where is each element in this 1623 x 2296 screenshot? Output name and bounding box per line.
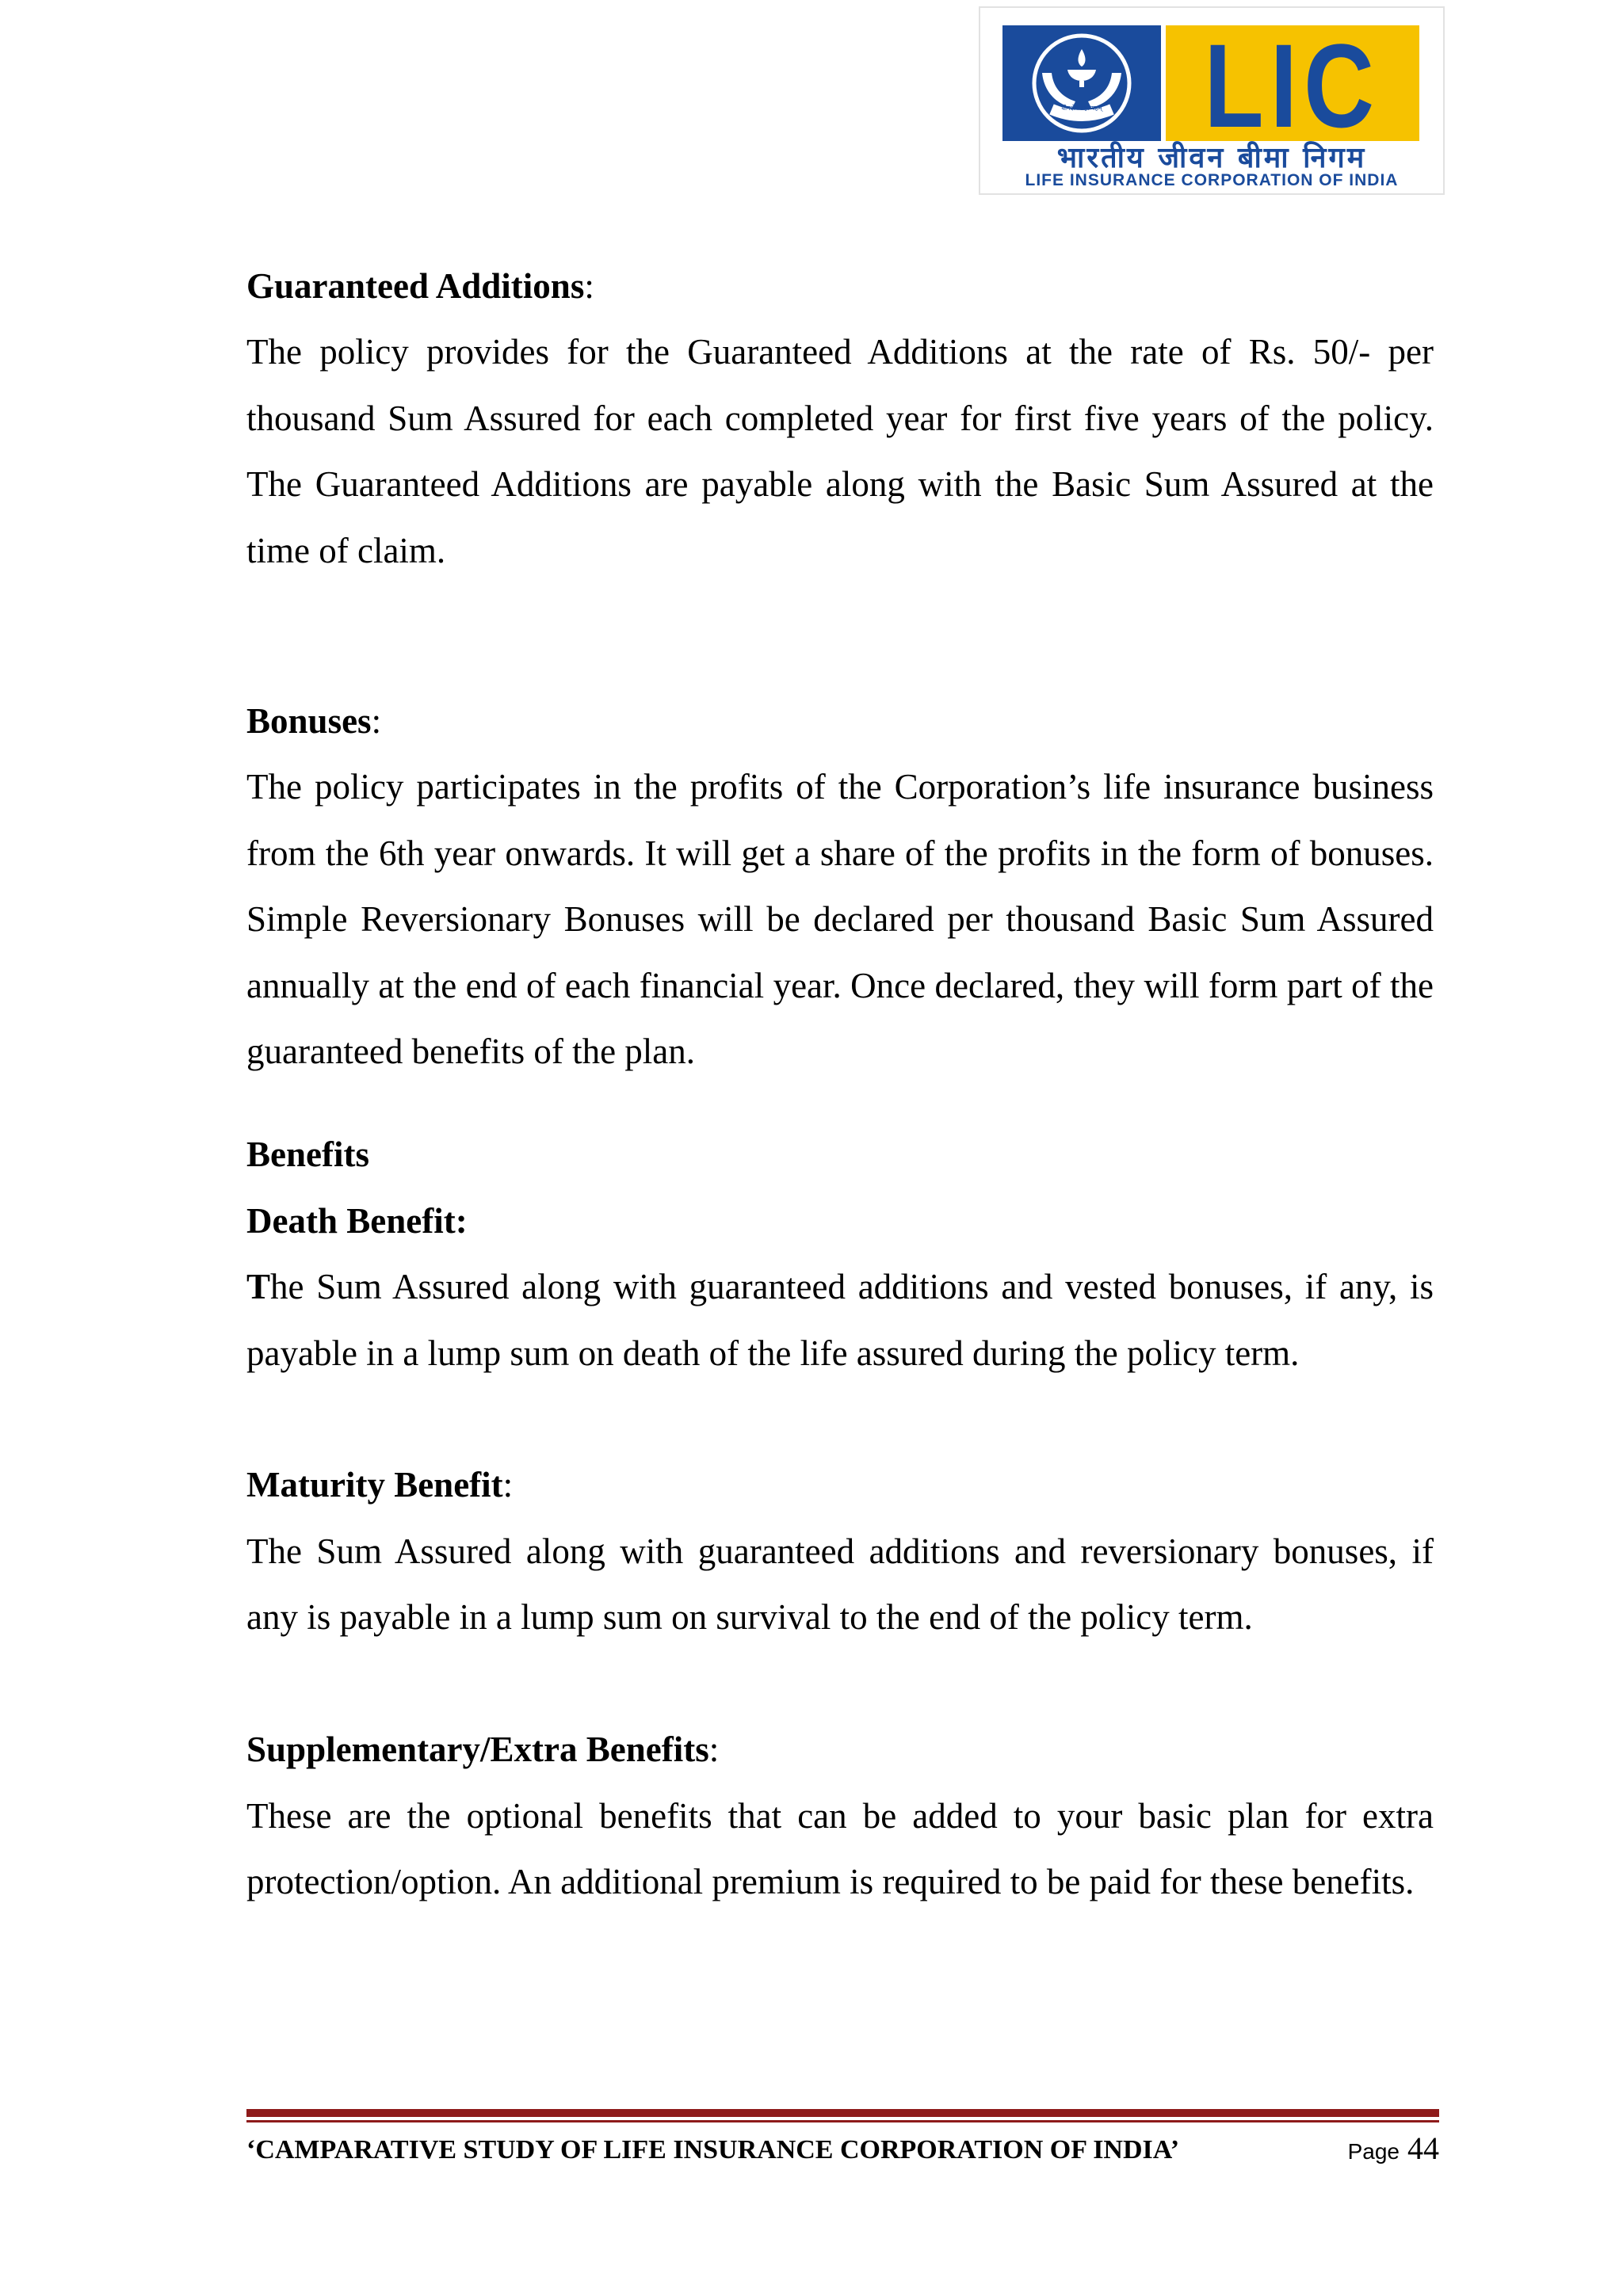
heading-colon: : — [502, 1465, 514, 1505]
guaranteed-additions-paragraph: The policy provides for the Guaranteed Additions at the rate of Rs. 50/- per thousand Sum Assured for each completed year for first five years of the policy. The Guaranteed Additions are payable along with the Basic Sum Assured at the time of claim. — [246, 332, 1434, 570]
lic-emblem — [1002, 25, 1161, 141]
supplementary-benefits-paragraph: These are the optional benefits that can be added to your basic plan for extra protection/option. An additional premium is required to be paid for these benefits. — [246, 1795, 1434, 1901]
heading-text: Guaranteed Additions — [246, 266, 585, 306]
benefits-heading: Benefits — [246, 1135, 369, 1175]
footer-rule-thick — [246, 2109, 1439, 2117]
bonuses-paragraph: The policy participates in the profits of the Corporation’s life insurance business from the 6th year onwards. It will get a share of the profits in the form of bonuses. Simple Reversionary Bonuses will be declared per thousand Basic Sum Assured annually at the end of each financial year. Once declared, they will form part of the guaranteed benefits of the plan. — [246, 767, 1434, 1072]
heading-colon: : — [584, 266, 594, 306]
guaranteed-additions-heading — [246, 254, 1434, 319]
drop-letter: T — [246, 1267, 271, 1307]
heading-text: Supplementary/Extra Benefits — [246, 1730, 709, 1770]
lic-wordmark-box — [1166, 19, 1419, 152]
death-benefit-heading: Death Benefit: — [246, 1200, 468, 1241]
heading-colon: : — [371, 701, 382, 742]
footer-rule-thin — [246, 2120, 1439, 2122]
paragraph-text: he Sum Assured along with guaranteed additions and vested bonuses, if any, is payable in a lump sum on death of the life assured during the policy term. — [246, 1267, 1434, 1373]
document-body — [246, 254, 1434, 1915]
lic-logo — [979, 6, 1445, 195]
supplementary-benefits-heading — [246, 1717, 1434, 1783]
logo-english-name: LIFE INSURANCE CORPORATION OF INDIA — [1025, 171, 1399, 189]
maturity-benefit-paragraph: The Sum Assured along with guaranteed additions and reversionary bonuses, if any is payable in a lump sum on survival to the end of the policy term. — [246, 1531, 1434, 1638]
page-number-value: 44 — [1407, 2130, 1439, 2166]
footer-title: ‘CAMPARATIVE STUDY OF LIFE INSURANCE CORPORATION OF INDIA’ — [246, 2135, 1180, 2164]
bonuses-heading — [246, 688, 1434, 754]
emblem-motto: योगक्षेमं वहाम्यहम् — [1061, 105, 1102, 112]
lamp-hands-icon — [1002, 25, 1161, 141]
heading-text: Maturity Benefit — [246, 1465, 503, 1505]
logo-hindi-name: भारतीय जीवन बीमा निगम — [1056, 142, 1367, 174]
heading-colon: : — [708, 1730, 720, 1770]
maturity-benefit-heading — [246, 1452, 1434, 1518]
page-label: Page — [1347, 2139, 1400, 2164]
page-number — [1348, 2128, 1439, 2172]
lic-wordmark: LIC — [1204, 19, 1381, 152]
heading-text: Bonuses — [246, 701, 372, 742]
death-benefit-paragraph — [246, 1254, 1434, 1386]
